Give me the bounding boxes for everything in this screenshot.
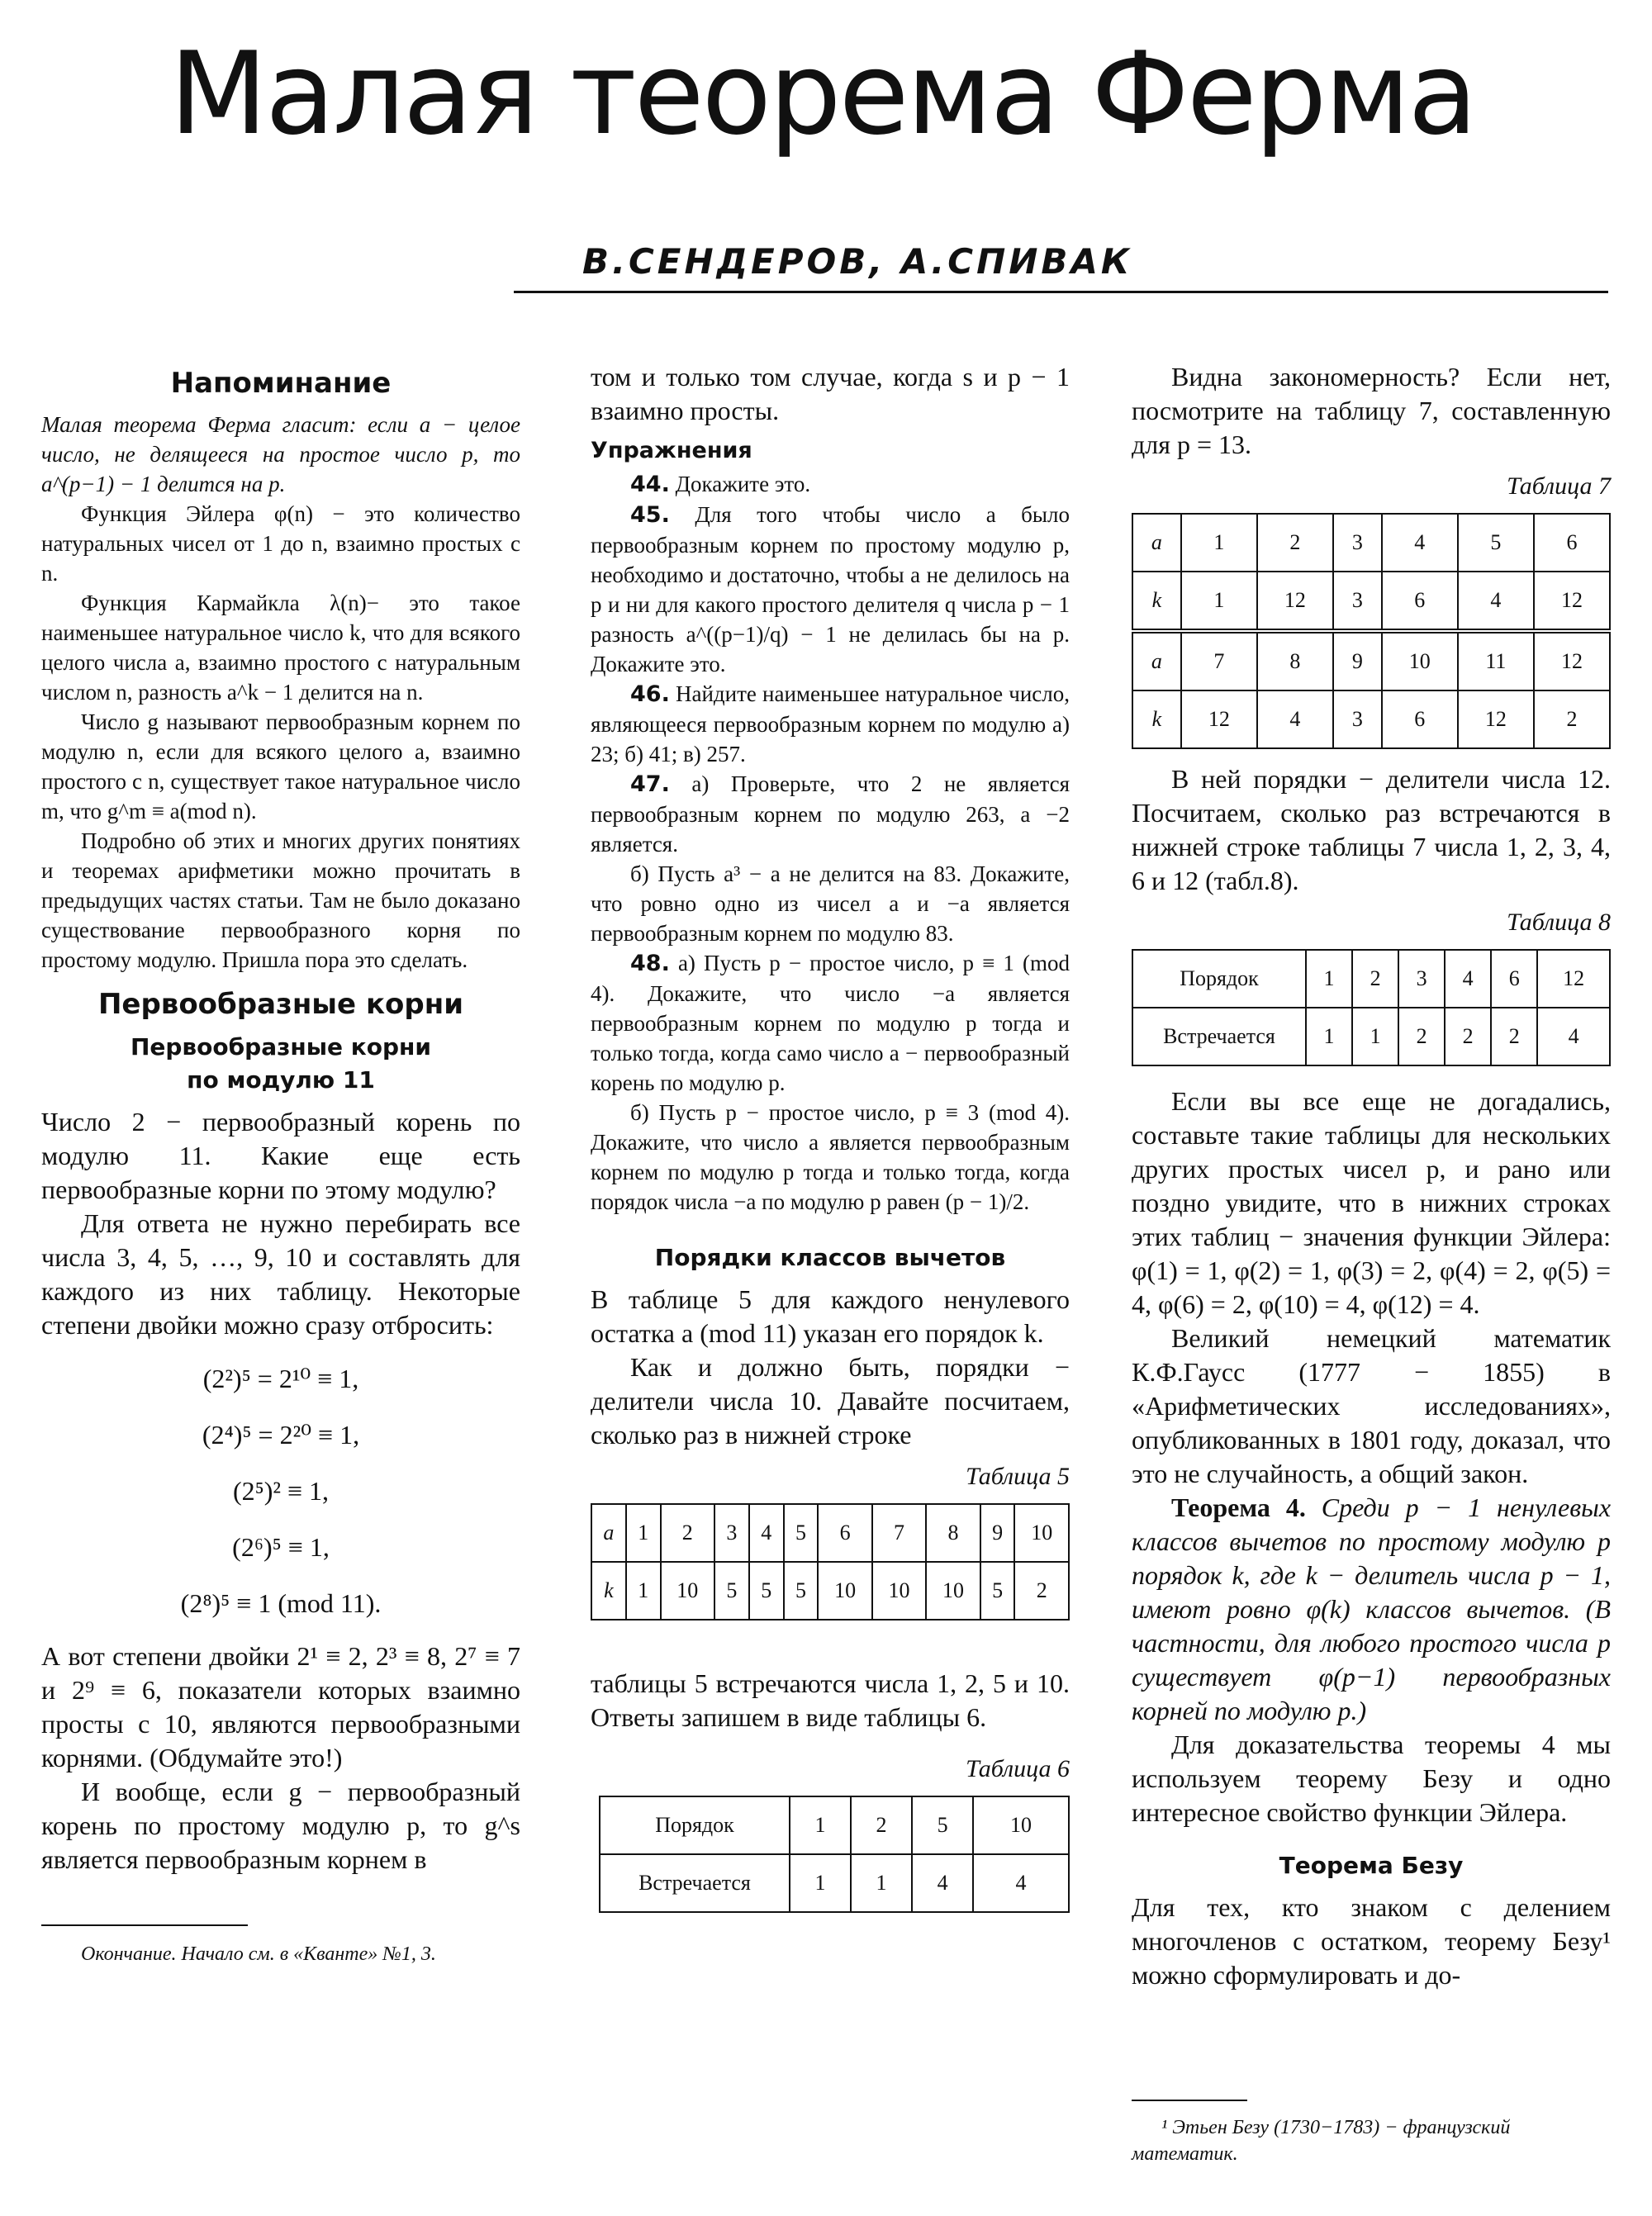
paragraph-table5-intro: В таблице 5 для каждого ненулевого остатка a (mod 11) указан его порядок k. <box>591 1284 1070 1348</box>
table-cell: 5 <box>749 1562 784 1620</box>
table-row <box>600 1854 1069 1912</box>
table-row <box>1132 572 1610 631</box>
table-cell: 1 <box>626 1504 661 1562</box>
table-row <box>591 1562 1069 1620</box>
table-cell: 10 <box>926 1562 980 1620</box>
table8-caption: Таблица 8 <box>1507 909 1611 936</box>
column-1 <box>41 368 520 1967</box>
paragraph-continuation: том и только том случае, когда s и p − 1 взаимно просты. <box>591 362 1070 425</box>
table-cell: Встречается <box>1132 1008 1306 1065</box>
theorem-label: Теорема 4. <box>1171 1492 1306 1522</box>
table-cell: a <box>591 1504 626 1562</box>
paragraph-primitive-root-def: Число g называют первообразным корнем по модулю n, если для всякого целого a, взаимно простого с n, существует такое натуральное число m, что g^m ≡ a(mod n). <box>41 709 520 823</box>
heading-reminder: Напоминание <box>170 367 392 400</box>
table-row <box>1132 1008 1610 1065</box>
table-cell: 5 <box>912 1796 973 1854</box>
table-cell: 5 <box>980 1562 1015 1620</box>
table-cell: 6 <box>1491 950 1537 1008</box>
table-cell: 5 <box>784 1562 819 1620</box>
table-row <box>1132 631 1610 690</box>
footnote-rule <box>1132 2100 1247 2101</box>
table-cell: 10 <box>1014 1504 1069 1562</box>
exercise-text: Найдите наименьшее натуральное число, являющееся первообразным корнем по модулю а) 23; б) 41; в) 257. <box>591 681 1070 766</box>
table-cell: 5 <box>784 1504 819 1562</box>
table-cell: 2 <box>1352 950 1398 1008</box>
table-cell: 3 <box>1333 514 1382 572</box>
table-cell: 9 <box>980 1504 1015 1562</box>
exercise-number: 44. <box>630 472 670 497</box>
paragraph-table6-intro: таблицы 5 встречаются числа 1, 2, 5 и 10. Ответы запишем в виде таблицы 6. <box>591 1668 1070 1732</box>
heading-orders: Порядки классов вычетов <box>654 1244 1006 1271</box>
table-cell: 4 <box>973 1854 1069 1912</box>
exercise-text: Докажите это. <box>675 472 811 496</box>
column-2 <box>591 362 1070 1913</box>
table-cell: 1 <box>1181 572 1257 631</box>
exercise-number: 47. <box>630 771 670 797</box>
table-cell: 2 <box>1445 1008 1491 1065</box>
table-cell: k <box>1132 690 1181 748</box>
paragraph-euler-values: Если вы все еще не догадались, составьте такие таблицы для нескольких других простых чисел p, и рано или поздно увидите, что в нижних строках этих таблиц − значения функции Эйлера: φ(1) = 1, φ(2) = 1, φ(3) = 2, φ(4) = 2, φ(5) = 4, φ(6) = 2, φ(10) = 4, φ(12) = 4. <box>1132 1086 1611 1319</box>
paragraph-general-g: И вообще, если g − первообразный корень по простому модулю p, то g^s является первообразным корнем в <box>41 1777 520 1874</box>
article-authors: В.СЕНДЕРОВ, А.СПИВАК <box>582 241 1133 282</box>
table-cell: 3 <box>1333 572 1382 631</box>
table-cell: 5 <box>1458 514 1534 572</box>
table-cell: 12 <box>1534 631 1610 690</box>
footnote-bezout: ¹ Этьен Безу (1730−1783) − французский математик. <box>1132 2117 1511 2165</box>
authors-underline <box>514 291 1608 293</box>
exercise-47b: б) Пусть a³ − a не делится на 83. Докажите, что ровно одно из чисел a и −a является первообразным корнем по модулю 83. <box>591 861 1070 946</box>
theorem-4 <box>1132 1491 1611 1728</box>
table-cell: 12 <box>1257 572 1333 631</box>
article-title: Малая теорема Ферма <box>169 27 1476 160</box>
heading-exercises: Упражнения <box>591 438 752 463</box>
table-cell: 1 <box>790 1796 851 1854</box>
table-cell: 6 <box>1382 690 1458 748</box>
table-8 <box>1132 949 1611 1066</box>
heading-mod11-line1: Первообразные корни <box>130 1033 432 1061</box>
paragraph-euler: Функция Эйлера φ(n) − это количество натуральных чисел от 1 до n, взаимно простых с n. <box>41 501 520 586</box>
table-cell: a <box>1132 631 1181 690</box>
table-cell: 4 <box>1382 514 1458 572</box>
table-cell: 1 <box>1306 1008 1352 1065</box>
theorem-text: Среди p − 1 ненулевых классов вычетов по простому модулю p порядок k, где k − делитель числа p − 1, имеют ровно φ(k) классов вычетов. (В частности, для любого простого числа p существует φ(p−1) первообразных корней по модулю p.) <box>1132 1492 1612 1725</box>
table-cell: 8 <box>926 1504 980 1562</box>
exercise-text: а) Проверьте, что 2 не является первообразным корнем по модулю 263, а −2 является. <box>591 771 1070 857</box>
table-cell: 3 <box>1333 690 1382 748</box>
exercise-text: Для того чтобы число a было первообразным корнем по простому модулю p, необходимо и достаточно, чтобы a не делилось на p и ни для какого простого делителя q числа p − 1 разность a^((p−1)/q) − 1 не делилась бы на p. Докажите это. <box>591 502 1070 676</box>
table-cell: 2 <box>1534 690 1610 748</box>
table-cell: 1 <box>790 1854 851 1912</box>
table-cell: 12 <box>1458 690 1534 748</box>
exercise-46 <box>591 679 1070 769</box>
table-cell: 4 <box>1445 950 1491 1008</box>
heading-bezout: Теорема Безу <box>1279 1852 1464 1879</box>
table-cell: 4 <box>912 1854 973 1912</box>
table-cell: Порядок <box>600 1796 790 1854</box>
table-cell: 1 <box>851 1854 912 1912</box>
paragraph-fermat: Малая теорема Ферма гласит: если a − целое число, не делящееся на простое число p, то a^(p−1) − 1 делится на p. <box>41 412 520 496</box>
table-cell: 3 <box>1398 950 1445 1008</box>
footnote-continuation: Окончание. Начало см. в «Кванте» №1, 3. <box>81 1943 436 1965</box>
paragraph-mod11-method: Для ответа не нужно перебирать все числа 3, 4, 5, …, 9, 10 и составлять для каждого из них таблицу. Некоторые степени двойки можно сразу отбросить: <box>41 1208 520 1340</box>
table-row <box>1132 950 1610 1008</box>
table-cell: 2 <box>661 1504 714 1562</box>
table-cell: 1 <box>1306 950 1352 1008</box>
table-cell: 2 <box>1014 1562 1069 1620</box>
table-cell: 7 <box>872 1504 926 1562</box>
table-row <box>1132 514 1610 572</box>
formula-line: (2⁴)⁵ = 2²⁰ ≡ 1, <box>202 1420 360 1450</box>
table-cell: 5 <box>714 1562 749 1620</box>
table-cell: Порядок <box>1132 950 1306 1008</box>
table-cell: a <box>1132 514 1181 572</box>
formula-line: (2⁸)⁵ ≡ 1 (mod 11). <box>180 1588 382 1618</box>
table7-caption: Таблица 7 <box>1507 472 1611 500</box>
table-cell: 10 <box>872 1562 926 1620</box>
table-cell: 4 <box>749 1504 784 1562</box>
exercise-47 <box>591 769 1070 859</box>
paragraph-divisors-10: Как и должно быть, порядки − делители числа 10. Давайте посчитаем, сколько раз в нижней строке <box>591 1352 1070 1450</box>
paragraph-carmichael: Функция Кармайкла λ(n)− это такое наименьшее натуральное число k, что для всякого целого числа a, взаимно простого с натуральным числом n, разность a^k − 1 делится на n. <box>41 591 520 705</box>
table-cell: 12 <box>1537 950 1610 1008</box>
table-cell: 2 <box>1398 1008 1445 1065</box>
paragraph-pattern: Видна закономерность? Если нет, посмотрите на таблицу 7, составленную для p = 13. <box>1132 362 1611 459</box>
table-cell: 1 <box>626 1562 661 1620</box>
table6-caption: Таблица 6 <box>966 1755 1070 1782</box>
table-cell: Встречается <box>600 1854 790 1912</box>
table5-caption: Таблица 5 <box>966 1463 1070 1490</box>
paragraph-mod11-question: Число 2 − первообразный корень по модулю 11. Какие еще есть первообразные корни по этому модулю? <box>41 1107 520 1204</box>
exercise-number: 45. <box>630 502 670 528</box>
exercise-number: 46. <box>630 681 670 707</box>
table-cell: k <box>1132 572 1181 631</box>
formula-line: (2⁶)⁵ ≡ 1, <box>232 1532 330 1562</box>
table-7 <box>1132 513 1611 749</box>
table-cell: 12 <box>1181 690 1257 748</box>
heading-primitive-roots: Первообразные корни <box>97 988 464 1021</box>
table-cell: 11 <box>1458 631 1534 690</box>
table-cell: k <box>591 1562 626 1620</box>
table-cell: 2 <box>1257 514 1333 572</box>
table-cell: 7 <box>1181 631 1257 690</box>
exercise-text: а) Пусть p − простое число, p ≡ 1 (mod 4). Докажите, что число −a является первообразным корнем по модулю p тогда и только тогда, когда само число a − первообразный корень по модулю p. <box>591 951 1070 1095</box>
table-cell: 2 <box>1491 1008 1537 1065</box>
paragraph-bezout: Для тех, кто знаком с делением многочленов с остатком, теорему Безу¹ можно сформулировать и до- <box>1132 1892 1611 1990</box>
table-row <box>600 1796 1069 1854</box>
table-cell: 10 <box>1382 631 1458 690</box>
table-row <box>1132 690 1610 748</box>
formula-line: (2²)⁵ = 2¹⁰ ≡ 1, <box>202 1364 359 1393</box>
table-cell: 10 <box>818 1562 871 1620</box>
exercise-48 <box>591 948 1070 1098</box>
table-cell: 10 <box>973 1796 1069 1854</box>
table-cell: 1 <box>1181 514 1257 572</box>
table-cell: 8 <box>1257 631 1333 690</box>
table-cell: 1 <box>1352 1008 1398 1065</box>
table-cell: 4 <box>1537 1008 1610 1065</box>
table-cell: 4 <box>1257 690 1333 748</box>
paragraph-gauss: Великий немецкий математик К.Ф.Гаусс (1777 − 1855) в «Арифметических исследованиях», опубликованных в 1801 году, доказал, что это не случайность, а общий закон. <box>1132 1323 1611 1488</box>
column-3 <box>1132 362 1612 1992</box>
exercise-45 <box>591 500 1070 679</box>
table-cell: 6 <box>818 1504 871 1562</box>
formula-line: (2⁵)² ≡ 1, <box>232 1476 330 1506</box>
table-cell: 10 <box>661 1562 714 1620</box>
table-5 <box>591 1503 1070 1620</box>
exercise-number: 48. <box>630 951 670 976</box>
table-cell: 6 <box>1534 514 1610 572</box>
footnote-rule <box>41 1924 248 1926</box>
paragraph-proof-plan: Для доказательства теоремы 4 мы используем теорему Безу и одно интересное свойство функции Эйлера. <box>1132 1730 1611 1827</box>
paragraph-intro: Подробно об этих и многих других понятиях и теоремах арифметики можно прочитать в предыдущих частях статьи. Там не было доказано существование первообразного корня по простому модулю. Пришла пора это сделать. <box>41 828 520 972</box>
table-cell: 9 <box>1333 631 1382 690</box>
paragraph-divisors-12: В ней порядки − делители числа 12. Посчитаем, сколько раз встречаются в нижней строке таблицы 7 числа 1, 2, 3, 4, 6 и 12 (табл.8). <box>1132 764 1611 895</box>
table-row <box>591 1504 1069 1562</box>
table-cell: 6 <box>1382 572 1458 631</box>
table-6 <box>599 1796 1070 1913</box>
heading-mod11-line2: по модулю 11 <box>187 1066 375 1094</box>
exercise-44 <box>591 469 1070 500</box>
table-cell: 4 <box>1458 572 1534 631</box>
paragraph-powers-coprime: А вот степени двойки 2¹ ≡ 2, 2³ ≡ 8, 2⁷ ≡ 7 и 2⁹ ≡ 6, показатели которых взаимно просты с 10, являются первообразными корнями. (Обдумайте это!) <box>41 1641 520 1772</box>
table-cell: 2 <box>851 1796 912 1854</box>
table-cell: 3 <box>714 1504 749 1562</box>
powers-of-two-formulas <box>41 1350 520 1631</box>
exercise-48b: б) Пусть p − простое число, p ≡ 3 (mod 4). Докажите, что число a является первообразным корнем по модулю p тогда и только тогда, когда порядок числа −a по модулю p равен (p − 1)/2. <box>591 1100 1070 1214</box>
table-cell: 12 <box>1534 572 1610 631</box>
heading-mod11 <box>41 1031 520 1097</box>
